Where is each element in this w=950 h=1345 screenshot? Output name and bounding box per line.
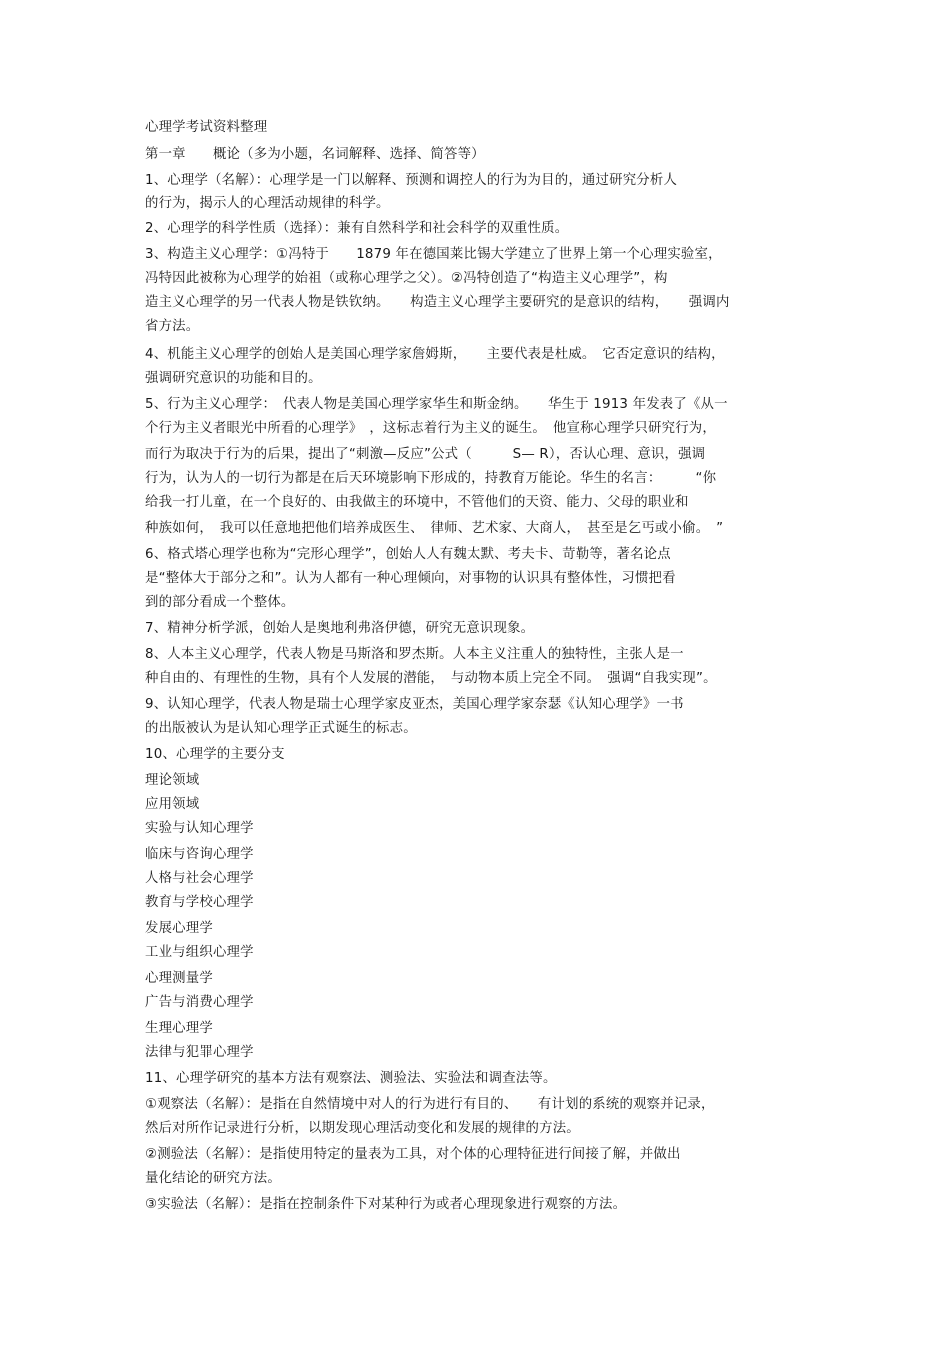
text-line: 6、格式塔心理学也称为“完形心理学”，创始人人有魏太默、考夫卡、苛勒等，著名论点: [145, 547, 671, 562]
text-line: 强调研究意识的功能和目的。: [145, 371, 322, 386]
text-line: 临床与咨询心理学: [145, 847, 254, 862]
text-line: 种族如何， 我可以任意地把他们培养成医生、 律师、艺术家、大商人， 甚至是乞丐或小偷。 ”: [145, 521, 724, 536]
text-line: ①观察法（名解）：是指在自然情境中对人的行为进行有目的、 有计划的系统的观察并记录，: [145, 1097, 715, 1112]
text-line: 工业与组织心理学: [145, 945, 254, 960]
text-line: 8、人本主义心理学，代表人物是马斯洛和罗杰斯。人本主义注重人的独特性，主张人是一: [145, 647, 684, 662]
text-line: 法律与犯罪心理学: [145, 1045, 254, 1060]
text-line: 种自由的、有理性的生物，具有个人发展的潜能， 与动物本质上完全不同。 强调“自我实现”。: [145, 671, 717, 686]
text-line: 个行为主义者眼光中所看的心理学》 ，这标志着行为主义的诞生。 他宣称心理学只研究行为，: [145, 421, 716, 436]
text-line: ②测验法（名解）：是指使用特定的量表为工具，对个体的心理特征进行间接了解，并做出: [145, 1147, 681, 1162]
text-line: 10、心理学的主要分支: [145, 747, 285, 762]
text-line: 人格与社会心理学: [145, 871, 254, 886]
text-line: 1、心理学（名解）：心理学是一门以解释、预测和调控人的行为为目的，通过研究分析人: [145, 173, 678, 188]
text-line: 量化结论的研究方法。: [145, 1171, 281, 1186]
text-line: 应用领域: [145, 797, 200, 812]
text-line: 4、机能主义心理学的创始人是美国心理学家詹姆斯， 主要代表是杜威。 它否定意识的结构，: [145, 347, 725, 362]
text-line: 第一章 概论（多为小题，名词解释、选择、简答等）: [145, 147, 485, 162]
text-line: 发展心理学: [145, 921, 213, 936]
text-line: 2、心理学的科学性质（选择）：兼有自然科学和社会科学的双重性质。: [145, 221, 569, 236]
text-line: 然后对所作记录进行分析，以期发现心理活动变化和发展的规律的方法。: [145, 1121, 580, 1136]
text-line: ③实验法（名解）：是指在控制条件下对某种行为或者心理现象进行观察的方法。: [145, 1197, 627, 1212]
text-line: 冯特因此被称为心理学的始祖（或称心理学之父）。②冯特创造了“构造主义心理学”，构: [145, 271, 668, 286]
text-line: 造主义心理学的另一代表人物是铁钦纳。 构造主义心理学主要研究的是意识的结构， 强调内: [145, 295, 730, 310]
text-line: 省方法。: [145, 319, 200, 334]
text-line: 理论领域: [145, 773, 200, 788]
text-line: 的出版被认为是认知心理学正式诞生的标志。: [145, 721, 417, 736]
text-line: 给我一打儿童，在一个良好的、由我做主的环境中，不管他们的天资、能力、父母的职业和: [145, 495, 689, 510]
text-line: 生理心理学: [145, 1021, 213, 1036]
text-line: 心理学考试资料整理: [145, 120, 268, 135]
text-line: 5、行为主义心理学： 代表人物是美国心理学家华生和斯金纳。 华生于 1913 年发表了《从一: [145, 397, 728, 412]
text-line: 心理测量学: [145, 971, 213, 986]
text-line: 实验与认知心理学: [145, 821, 254, 836]
text-line: 3、构造主义心理学：①冯特于 1879 年在德国莱比锡大学建立了世界上第一个心理实验室，: [145, 247, 722, 262]
text-line: 而行为取决于行为的后果，提出了“刺激—反应”公式（ S— R），否认心理、意识，强调: [145, 447, 706, 462]
text-line: 7、精神分析学派，创始人是奥地利弗洛伊德，研究无意识现象。: [145, 621, 535, 636]
text-line: 广告与消费心理学: [145, 995, 254, 1010]
text-line: 到的部分看成一个整体。: [145, 595, 295, 610]
text-line: 是“整体大于部分之和”。认为人都有一种心理倾向，对事物的认识具有整体性，习惯把看: [145, 571, 676, 586]
text-line: 教育与学校心理学: [145, 895, 254, 910]
text-line: 11、心理学研究的基本方法有观察法、测验法、实验法和调查法等。: [145, 1071, 557, 1086]
text-line: 9、认知心理学，代表人物是瑞士心理学家皮亚杰，美国心理学家奈瑟《认知心理学》一书: [145, 697, 684, 712]
text-line: 的行为，揭示人的心理活动规律的科学。: [145, 196, 390, 211]
text-line: 行为，认为人的一切行为都是在后天环境影响下形成的，持教育万能论。华生的名言： “你: [145, 471, 717, 486]
